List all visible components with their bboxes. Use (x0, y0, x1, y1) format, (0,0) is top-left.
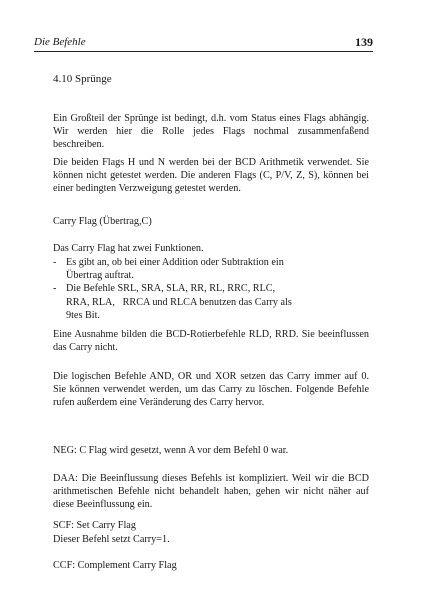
header-rule (34, 51, 373, 52)
carry-function-list (53, 256, 373, 322)
scf-heading: SCF: Set Carry Flag (53, 520, 136, 531)
paragraph-intro: Ein Großteil der Sprünge ist bedingt, d.h. vom Status eines Flags abhängig. Wir werden hier die Rolle jedes Flags nochmal zusammenfaßend beschreiben. (53, 113, 369, 151)
list-item-line: Die Befehle SRL, SRA, SLA, RR, RL, RRC, RLC, (66, 283, 276, 295)
carry-flag-heading: Carry Flag (Übertrag,C) (53, 216, 152, 227)
list-item-line: RRA, RLA, RRCA und RLCA benutzen das Carry als (66, 296, 292, 308)
list-item-line: Übertrag auftrat. (66, 270, 134, 282)
list-item (53, 256, 373, 282)
section-heading: 4.10 Sprünge (53, 73, 112, 85)
ccf-heading: CCF: Complement Carry Flag (53, 560, 177, 571)
paragraph-logic: Die logischen Befehle AND, OR und XOR setzen das Carry immer auf 0. Sie können verwendet werden, um das Carry zu löschen. Folgende Befehle rufen außerdem eine Veränderung des Carry hervor. (53, 371, 369, 409)
page-number: 139 (355, 35, 373, 49)
page-header (34, 36, 373, 52)
chapter-title: Die Befehle (34, 36, 86, 48)
paragraph-daa: DAA: Die Beeinflussung dieses Befehls ist kompliziert. Weil wir die BCD arithmetischen Befehle nicht behandelt haben, gehen wir nicht näher auf diese Beeinflussung ein. (53, 473, 369, 511)
list-item (53, 282, 373, 322)
carry-intro: Das Carry Flag hat zwei Funktionen. (53, 243, 204, 254)
list-item-line: Es gibt an, ob bei einer Addition oder Subtraktion ein (66, 257, 284, 268)
scf-text: Dieser Befehl setzt Carry=1. (53, 534, 170, 545)
paragraph-exception: Eine Ausnahme bilden die BCD-Rotierbefehle RLD, RRD. Sie beeinflussen das Carry nicht. (53, 329, 369, 354)
list-bullet: - (53, 257, 57, 268)
paragraph-flags-hn: Die beiden Flags H und N werden bei der BCD Arithmetik verwendet. Sie können nicht getestet werden. Die anderen Flags (C, P/V, Z, S), können bei einer bedingten Verzweigung getestet werden. (53, 157, 369, 195)
list-item-line: 9tes Bit. (66, 309, 100, 321)
list-bullet: - (53, 283, 57, 295)
paragraph-neg: NEG: C Flag wird gesetzt, wenn A vor dem Befehl 0 war. (53, 445, 289, 456)
